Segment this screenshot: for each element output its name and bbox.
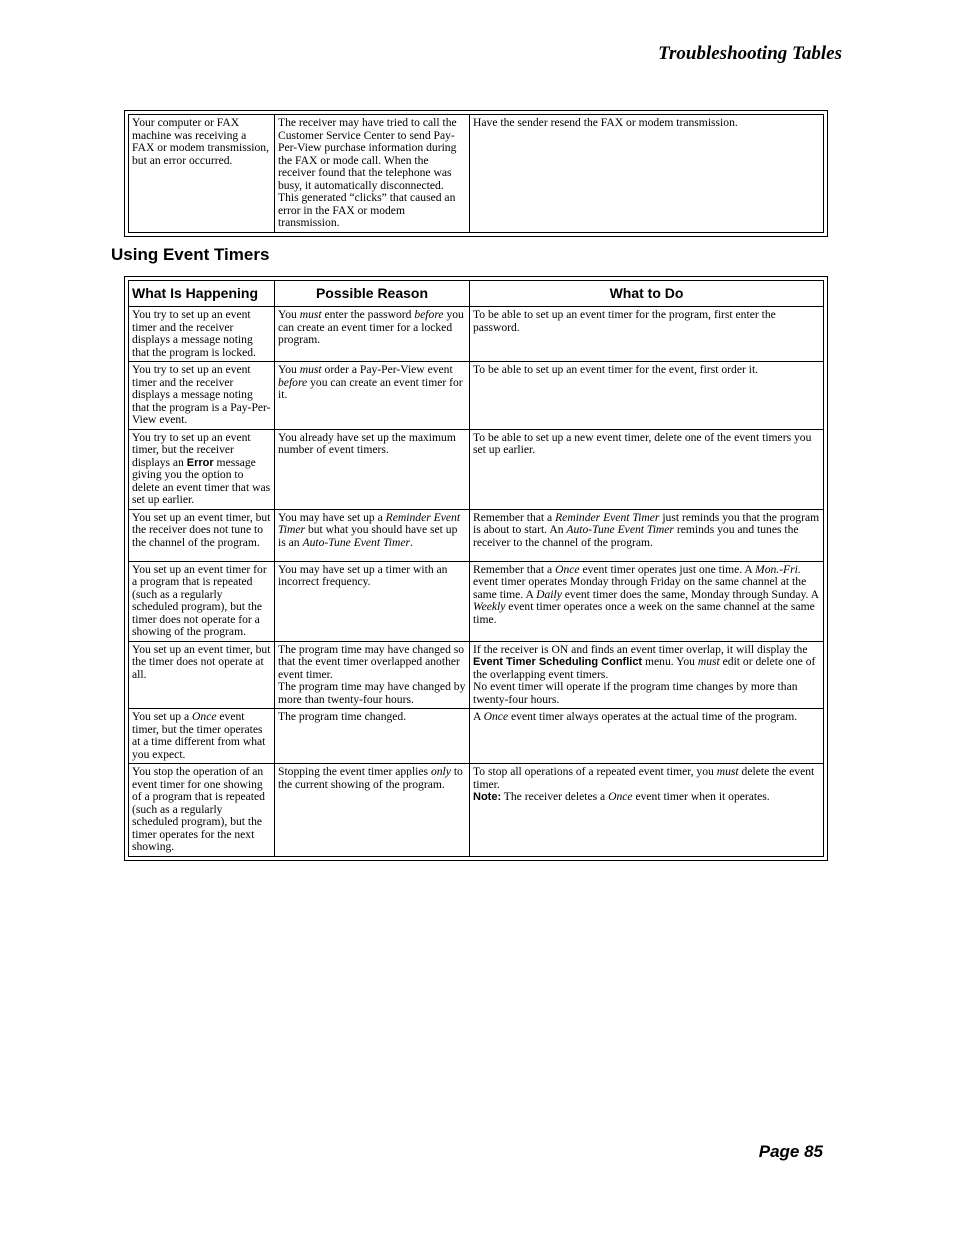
table-row [129, 764, 824, 857]
column-header-possible-reason: Possible Reason [275, 281, 470, 307]
what-is-happening-cell: You try to set up an event timer, but the receiver displays an Error message giving you the option to delete an event timer that was set up earlier. [129, 429, 275, 509]
column-header-what-to-do: What to Do [470, 281, 824, 307]
what-is-happening-cell: You stop the operation of an event timer for one showing of a program that is repeated (such as a regularly scheduled program), but the timer operates for the next showing. [129, 764, 275, 857]
possible-reason-cell: You already have set up the maximum number of event timers. [275, 429, 470, 509]
possible-reason-cell: You may have set up a Reminder Event Timer but what you should have set up is an Auto-Tune Event Timer. [275, 509, 470, 561]
table-row [129, 509, 824, 561]
what-to-do-cell: To stop all operations of a repeated event timer, you must delete the event timer. Note: The receiver deletes a Once event timer when it operates. [470, 764, 824, 857]
what-to-do-cell: Have the sender resend the FAX or modem transmission. [470, 115, 824, 233]
table-row [129, 307, 824, 362]
what-to-do-cell: To be able to set up a new event timer, delete one of the event timers you set up earlier. [470, 429, 824, 509]
possible-reason-cell: The program time changed. [275, 709, 470, 764]
section-heading: Using Event Timers [111, 245, 270, 264]
possible-reason-cell: The program time may have changed so that the event timer overlapped another event timer. The program time may have changed by more than twenty-four hours. [275, 641, 470, 709]
possible-reason-cell: You must order a Pay-Per-View event before you can create an event timer for it. [275, 362, 470, 430]
note-label: Note: [473, 791, 502, 803]
what-to-do-cell: Remember that a Once event timer operates just one time. A Mon.-Fri. event timer operates Monday through Friday on the same channel at the same time. A Daily event timer does the same, Monday through Sunday. A Weekly event timer operates once a week on the same channel at the same time. [470, 561, 824, 641]
table-header-row [129, 281, 824, 307]
table-row [129, 115, 824, 233]
possible-reason-cell: You may have set up a timer with an incorrect frequency. [275, 561, 470, 641]
what-is-happening-cell: You set up an event timer for a program that is repeated (such as a regularly scheduled program), but the timer does not operate for a showing of the program. [129, 561, 275, 641]
what-to-do-cell: If the receiver is ON and finds an event timer overlap, it will display the Event Timer Scheduling Conflict menu. You must edit or delete one of the overlapping event timers. No event timer will operate if the program time changes by more than twenty-four hours. [470, 641, 824, 709]
what-is-happening-cell: You try to set up an event timer and the receiver displays a message noting that the program is a Pay-Per-View event. [129, 362, 275, 430]
what-is-happening-cell: You set up a Once event timer, but the timer operates at a time different from what you expect. [129, 709, 275, 764]
table-row [129, 641, 824, 709]
table-row [129, 429, 824, 509]
what-to-do-cell: Remember that a Reminder Event Timer just reminds you that the program is about to start. An Auto-Tune Event Timer reminds you and tunes the receiver to the channel of the program. [470, 509, 824, 561]
what-to-do-cell: A Once event timer always operates at the actual time of the program. [470, 709, 824, 764]
possible-reason-cell: Stopping the event timer applies only to the current showing of the program. [275, 764, 470, 857]
page-header-title: Troubleshooting Tables [658, 43, 842, 64]
table-row [129, 362, 824, 430]
fax-troubleshooting-table [124, 110, 828, 237]
page-number: Page 85 [758, 1142, 823, 1161]
possible-reason-cell: The receiver may have tried to call the Customer Service Center to send Pay-Per-View purchase information during the FAX or mode call. When the receiver found that the telephone was busy, it automatically disconnected. This generated “clicks” that caused an error in the FAX or modem transmission. [275, 115, 470, 233]
possible-reason-cell: You must enter the password before you can create an event timer for a locked program. [275, 307, 470, 362]
what-is-happening-cell: You set up an event timer, but the receiver does not tune to the channel of the program. [129, 509, 275, 561]
event-timers-table [124, 276, 828, 861]
what-to-do-cell: To be able to set up an event timer for the event, first order it. [470, 362, 824, 430]
table-row [129, 561, 824, 641]
what-is-happening-cell: You set up an event timer, but the timer does not operate at all. [129, 641, 275, 709]
what-is-happening-cell: Your computer or FAX machine was receiving a FAX or modem transmission, but an error occurred. [129, 115, 275, 233]
what-to-do-cell: To be able to set up an event timer for the program, first enter the password. [470, 307, 824, 362]
table-row [129, 709, 824, 764]
what-is-happening-cell: You try to set up an event timer and the receiver displays a message noting that the program is locked. [129, 307, 275, 362]
column-header-what-is-happening: What Is Happening [129, 281, 275, 307]
